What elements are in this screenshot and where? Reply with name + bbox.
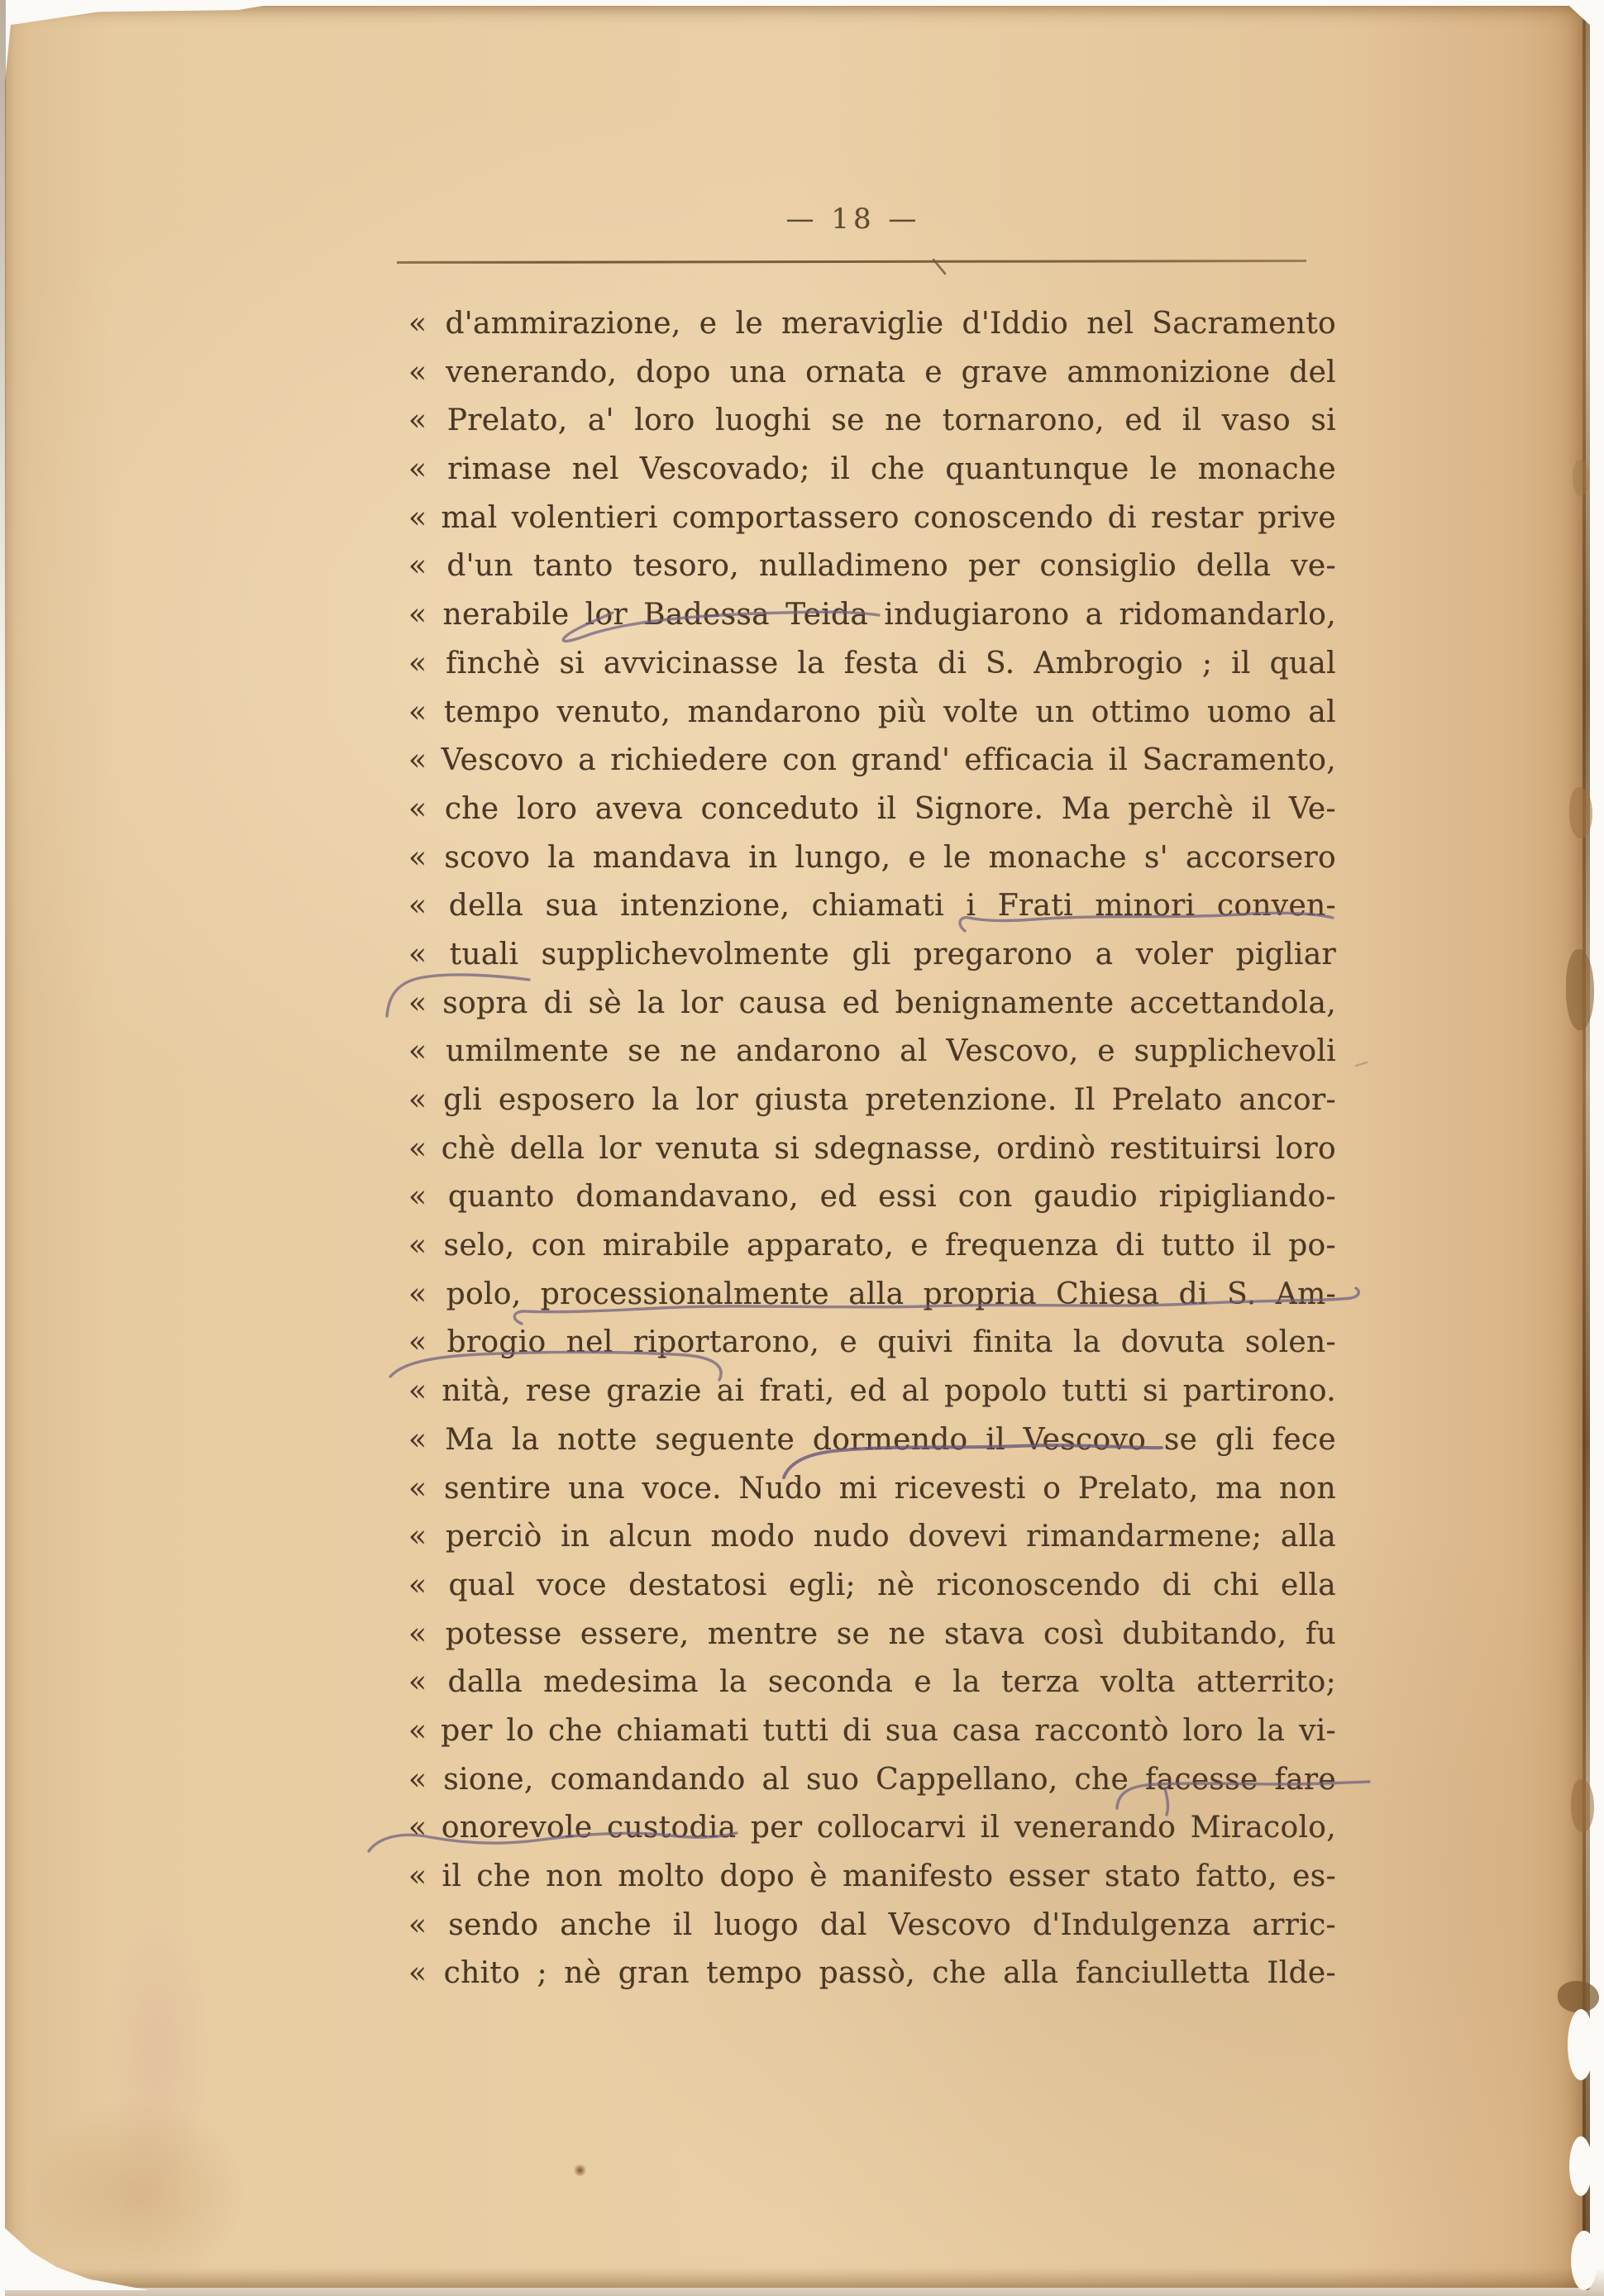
text-line: « qual voce destatosi egli; nè riconoscendo di chi ella bbox=[408, 1568, 1336, 1602]
text-line: « dalla medesima la seconda e la terza volta atterrito; bbox=[408, 1665, 1336, 1700]
text-line: « d'ammirazione, e le meraviglie d'Iddio nel Sacramento bbox=[408, 307, 1336, 341]
text-line: « umilmente se ne andarono al Vescovo, e supplichevoli bbox=[408, 1034, 1336, 1069]
torn-edge-chip bbox=[1571, 1779, 1594, 1832]
torn-edge-gap bbox=[1568, 2009, 1594, 2080]
text-line: « chè della lor venuta si sdegnasse, ordinò restituirsi loro bbox=[408, 1131, 1336, 1166]
torn-edge-chip bbox=[1566, 949, 1594, 1030]
text-line: « quanto domandavano, ed essi con gaudio ripigliando- bbox=[408, 1180, 1336, 1215]
text-line: « onorevole custodia per collocarvi il venerando Miracolo, bbox=[408, 1811, 1336, 1845]
text-line: « il che non molto dopo è manifesto esser stato fatto, es- bbox=[408, 1859, 1336, 1893]
text-line: « tempo venuto, mandarono più volte un ottimo uomo al bbox=[408, 695, 1336, 729]
torn-edge-chip bbox=[1573, 460, 1589, 496]
corner-stain bbox=[30, 2098, 245, 2288]
header-rule bbox=[397, 260, 1306, 264]
text-line: « rimase nel Vescovado; il che quantunque le monache bbox=[408, 452, 1336, 487]
text-line: « sopra di sè la lor causa ed benignamente accettandola, bbox=[408, 986, 1336, 1020]
text-line: « nerabile lor Badessa Teida indugiarono a ridomandarlo, bbox=[408, 598, 1336, 632]
text-line: « potesse essere, mentre se ne stava così dubitando, fu bbox=[408, 1616, 1336, 1651]
text-line: « tuali supplichevolmente gli pregarono a voler pigliar bbox=[408, 937, 1336, 971]
text-line: « polo, processionalmente alla propria Chiesa di S. Am- bbox=[408, 1277, 1336, 1311]
text-line: « finchè si avvicinasse la festa di S. Ambrogio ; il qual bbox=[408, 646, 1336, 680]
text-line: « Vescovo a richiedere con grand' efficacia il Sacramento, bbox=[408, 743, 1336, 778]
text-line: « della sua intenzione, chiamati i Frati minori conven- bbox=[408, 889, 1336, 924]
torn-edge-gap bbox=[1571, 2231, 1597, 2290]
text-line: « sione, comandando al suo Cappellano, che facesse fare bbox=[408, 1762, 1336, 1797]
text-line: « brogio nel riportarono, e quivi finita la dovuta solen- bbox=[408, 1325, 1336, 1360]
brown-speck bbox=[574, 2164, 586, 2177]
bottom-fold-shadow bbox=[5, 2268, 1604, 2296]
text-line: « nità, rese grazie ai frati, ed al popolo tutti si partirono. bbox=[408, 1374, 1336, 1409]
text-line: « venerando, dopo una ornata e grave ammonizione del bbox=[408, 355, 1336, 389]
text-line: « chito ; nè gran tempo passò, che alla fanciulletta Ilde- bbox=[408, 1956, 1336, 1991]
text-line: « sentire una voce. Nudo mi ricevesti o Prelato, ma non bbox=[408, 1471, 1336, 1506]
text-line: « gli esposero la lor giusta pretenzione. Il Prelato ancor- bbox=[408, 1083, 1336, 1117]
text-line: « mal volentieri comportassero conoscendo di restar prive bbox=[408, 500, 1336, 535]
left-edge-shadow bbox=[0, 0, 6, 761]
torn-edge-chip bbox=[1558, 1981, 1599, 2012]
page-sheet bbox=[5, 6, 1586, 2288]
torn-edge-gap bbox=[1569, 2136, 1592, 2196]
text-block bbox=[408, 300, 1336, 1998]
text-line: « Prelato, a' loro luoghi se ne tornarono, ed il vaso si bbox=[408, 403, 1336, 438]
torn-edge-chip bbox=[1569, 787, 1592, 838]
text-line: « che loro aveva conceduto il Signore. Ma perchè il Ve- bbox=[408, 791, 1336, 826]
text-line: « perciò in alcun modo nudo dovevi rimandarmene; alla bbox=[408, 1520, 1336, 1554]
text-line: « scovo la mandava in lungo, e le monache s' accorsero bbox=[408, 840, 1336, 875]
text-line: « per lo che chiamati tutti di sua casa raccontò loro la vi- bbox=[408, 1713, 1336, 1748]
text-line: « sendo anche il luogo dal Vescovo d'Indulgenza arric- bbox=[408, 1907, 1336, 1942]
page-number: — 18 — bbox=[785, 203, 921, 236]
text-line: « Ma la notte seguente dormendo il Vescovo se gli fece bbox=[408, 1422, 1336, 1457]
text-line: « d'un tanto tesoro, nulladimeno per consiglio della ve- bbox=[408, 549, 1336, 584]
text-line: « selo, con mirabile apparato, e frequenza di tutto il po- bbox=[408, 1229, 1336, 1263]
page-edge-crease bbox=[1583, 0, 1590, 2290]
